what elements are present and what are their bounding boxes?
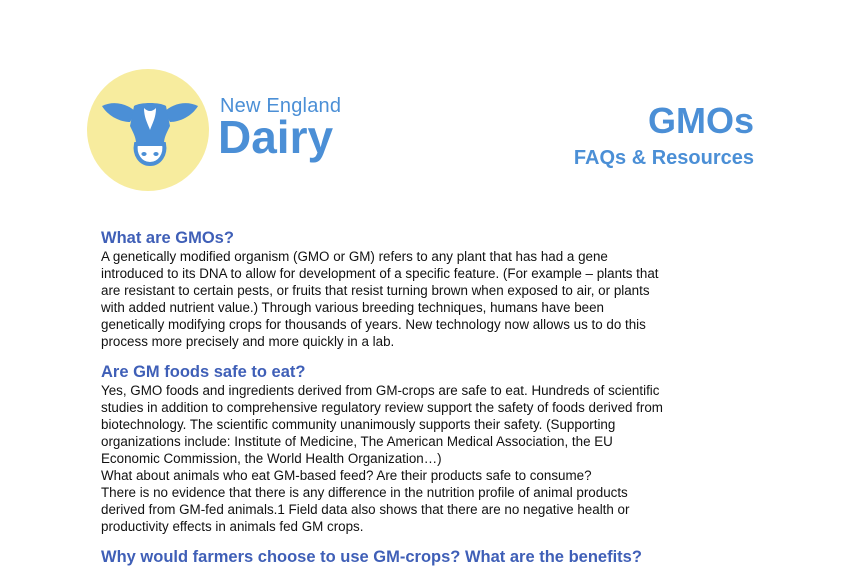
body-line: process more precisely and more quickly in a lab. [101, 334, 395, 349]
section-heading: Are GM foods safe to eat? [101, 363, 306, 381]
section-body [101, 382, 761, 535]
section-heading: Why would farmers choose to use GM-crops? What are the benefits? [101, 548, 642, 566]
body-line: Yes, GMO foods and ingredients derived from GM-crops are safe to eat. Hundreds of scientific [101, 383, 660, 398]
faq-section-benefits [101, 547, 761, 567]
body-line: Economic Commission, the World Health Organization…) [101, 451, 442, 466]
brand-name-main: Dairy [218, 111, 334, 163]
body-line: A genetically modified organism (GMO or GM) refers to any plant that has had a gene [101, 249, 608, 264]
faq-section-what-are-gmos [101, 228, 761, 350]
brand-name-top: New England [220, 95, 342, 117]
body-line: studies in addition to comprehensive regulatory review support the safety of foods derived from [101, 400, 663, 415]
body-line: What about animals who eat GM-based feed? Are their products safe to consume? [101, 468, 592, 483]
cow-head-icon [100, 96, 200, 170]
body-line: derived from GM-fed animals.1 Field data also shows that there are no negative health or [101, 502, 630, 517]
body-line: genetically modifying crops for thousands of years. New technology now allows us to do this [101, 317, 646, 332]
body-line: are resistant to certain pests, or fruits that resist turning brown when exposed to air, or plants [101, 283, 650, 298]
body-line: with added nutrient value.) Through various breeding techniques, humans have been [101, 300, 604, 315]
body-line: There is no evidence that there is any difference in the nutrition profile of animal products [101, 485, 628, 500]
faq-content [101, 228, 761, 567]
section-spacer [101, 350, 761, 362]
faq-section-safety [101, 362, 761, 535]
body-line: introduced to its DNA to allow for development of a specific feature. (For example – plants that [101, 266, 659, 281]
section-spacer [101, 535, 761, 547]
section-body [101, 248, 761, 350]
body-line: productivity effects in animals fed GM crops. [101, 519, 364, 534]
section-heading: What are GMOs? [101, 229, 234, 247]
body-line: biotechnology. The scientific community unanimously supports their safety. (Supporting [101, 417, 616, 432]
page-subtitle: FAQs & Resources [573, 147, 754, 169]
body-line: organizations include: Institute of Medicine, The American Medical Association, the EU [101, 434, 613, 449]
page-title: GMOs [647, 100, 754, 141]
